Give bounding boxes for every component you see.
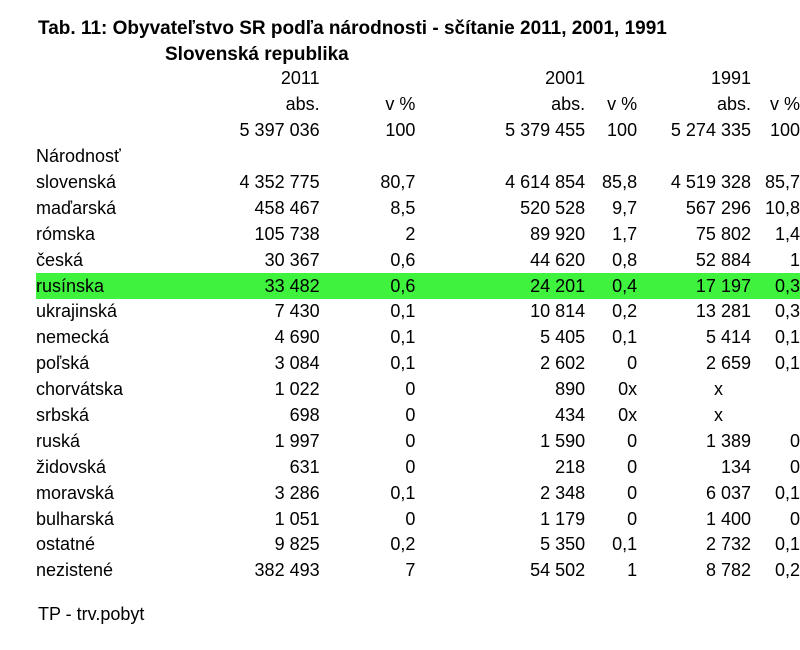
pct-2001: 1	[627, 560, 638, 581]
abs-2001: 5 350	[540, 534, 586, 555]
unit-header-row	[36, 92, 800, 118]
table-row	[36, 299, 800, 325]
table-row	[36, 428, 800, 454]
abs-2001: 5 405	[540, 327, 586, 348]
pct-2011: 0	[405, 508, 416, 529]
pct-2001: 0,4	[585, 273, 637, 299]
pct-2011: 0,6	[390, 249, 416, 270]
total-abs-2011: 5 397 036	[239, 120, 320, 141]
table-row	[36, 170, 800, 196]
abs-1991: 75 802	[695, 223, 751, 244]
abs-1991: 4 519 328	[670, 172, 751, 192]
nationality-name: srbská	[36, 405, 90, 426]
pct-1991: 0,1	[774, 327, 800, 348]
nationality-name: rusínska	[36, 273, 176, 299]
nationality-name: maďarská	[36, 197, 117, 218]
abs-2001: 520 528	[520, 197, 586, 218]
total-pct-1991: 100	[769, 120, 800, 141]
abs-2011: 382 493	[254, 560, 320, 581]
nationality-name: bulharská	[36, 508, 115, 529]
abs-1991: 52 884	[695, 249, 751, 270]
pct-header-2011: v %	[385, 94, 416, 115]
abs-2011: 7 430	[274, 301, 320, 322]
value-1991-merged: x	[714, 379, 724, 400]
abs-2011: 698	[289, 405, 320, 426]
table-row	[36, 480, 800, 506]
nationality-name: ukrajinská	[36, 301, 118, 322]
pct-1991: 0	[789, 508, 800, 529]
pct-1991: 0,1	[774, 534, 800, 555]
abs-2011: 4 690	[274, 327, 320, 348]
year-1991: 1991	[710, 68, 751, 89]
pct-1991: 1,4	[774, 223, 800, 244]
abs-header-2011: abs.	[285, 94, 320, 115]
table-row	[36, 532, 800, 558]
abs-2001: 89 920	[530, 223, 586, 244]
table-row	[36, 247, 800, 273]
pct-1991: 0,2	[774, 560, 800, 581]
nationality-name: česká	[36, 249, 84, 270]
nationality-name: rómska	[36, 223, 96, 244]
section-label-row	[36, 144, 800, 170]
abs-2001: 2 602	[540, 353, 586, 374]
pct-2011: 0,1	[390, 301, 416, 322]
abs-2001: 10 814	[530, 301, 586, 322]
pct-2011: 0	[405, 379, 416, 400]
total-abs-1991: 5 274 335	[670, 120, 751, 141]
pct-2011: 7	[405, 560, 416, 581]
abs-2001: 218	[555, 456, 586, 477]
table-row	[36, 454, 800, 480]
abs-2011: 1 997	[274, 430, 320, 451]
pct-2001: 85,8	[602, 172, 638, 192]
abs-2011: 1 051	[274, 508, 320, 529]
pct-2011: 8,5	[390, 197, 416, 218]
abs-2001: 24 201	[415, 273, 585, 299]
table-row	[36, 403, 800, 429]
pct-1991: 10,8	[764, 197, 800, 218]
pct-1991: 0	[789, 430, 800, 451]
abs-2011: 4 352 775	[239, 172, 320, 192]
table-row	[36, 377, 800, 403]
pct-1991: 1	[789, 249, 800, 270]
abs-2011: 33 482	[176, 273, 320, 299]
pct-1991: 0,1	[774, 353, 800, 374]
pct-2001: 9,7	[612, 197, 638, 218]
pct-2011: 0	[405, 456, 416, 477]
abs-2001: 54 502	[530, 560, 586, 581]
abs-2001: 890	[555, 379, 586, 400]
pct-header-2001: v %	[607, 94, 638, 115]
abs-1991: 2 732	[705, 534, 751, 555]
pct-header-1991: v %	[769, 94, 800, 115]
nationality-name: chorvátska	[36, 379, 124, 400]
table-title: Tab. 11: Obyvateľstvo SR podľa národnosti - sčítanie 2011, 2001, 1991	[38, 18, 667, 39]
pct-2011: 80,7	[380, 172, 416, 192]
abs-2011: 458 467	[254, 197, 320, 218]
year-header-row	[36, 66, 800, 92]
pct-1991: 0	[789, 456, 800, 477]
abs-header-1991: abs.	[716, 94, 751, 115]
abs-1991: 1 400	[705, 508, 751, 529]
footnote: TP - trv.pobyt	[38, 604, 145, 624]
pct-2001: 0x	[618, 405, 638, 426]
pct-1991: 85,7	[764, 172, 800, 192]
pct-2011: 0,6	[320, 273, 416, 299]
pct-1991: 0,1	[774, 482, 800, 503]
abs-2001: 1 590	[540, 430, 586, 451]
pct-2011: 0	[405, 430, 416, 451]
nationality-name: ruská	[36, 430, 81, 451]
region-subtitle: Slovenská republika	[165, 44, 349, 65]
abs-1991: 134	[720, 456, 751, 477]
pct-2011: 0,1	[390, 482, 416, 503]
pct-2001: 0,1	[612, 534, 638, 555]
year-2011: 2011	[280, 68, 320, 89]
abs-2001: 434	[555, 405, 586, 426]
nationality-table	[36, 66, 800, 584]
abs-1991: 17 197	[637, 273, 751, 299]
nationality-name: nemecká	[36, 327, 110, 348]
abs-2001: 2 348	[540, 482, 586, 503]
nationality-name: nezistené	[36, 560, 114, 581]
nationality-name: ostatné	[36, 534, 96, 555]
abs-1991: 5 414	[705, 327, 751, 348]
table-row	[36, 221, 800, 247]
pct-2001: 0,8	[612, 249, 638, 270]
pct-2011: 0,1	[390, 353, 416, 374]
table-row	[36, 195, 800, 221]
pct-2001: 1,7	[612, 223, 638, 244]
abs-2011: 9 825	[274, 534, 320, 555]
abs-2011: 3 084	[274, 353, 320, 374]
table-row	[36, 506, 800, 532]
nationality-name: poľská	[36, 353, 90, 374]
nationality-name: moravská	[36, 482, 115, 503]
section-label: Národnosť	[36, 146, 121, 167]
nationality-rows	[36, 170, 800, 584]
pct-2001: 0,2	[612, 301, 638, 322]
table-row	[36, 325, 800, 351]
abs-1991: 13 281	[695, 301, 751, 322]
total-abs-2001: 5 379 455	[505, 120, 586, 141]
pct-2001: 0	[627, 482, 638, 503]
abs-2011: 3 286	[274, 482, 320, 503]
table-row	[36, 558, 800, 584]
abs-2011: 30 367	[264, 249, 320, 270]
pct-2001: 0,1	[612, 327, 638, 348]
pct-1991: 0,3	[774, 301, 800, 322]
abs-2011: 631	[289, 456, 320, 477]
total-pct-2011: 100	[385, 120, 416, 141]
total-pct-2001: 100	[607, 120, 638, 141]
nationality-name: židovská	[36, 456, 107, 477]
abs-1991: 2 659	[705, 353, 751, 374]
table-row	[36, 351, 800, 377]
abs-2001: 4 614 854	[505, 172, 586, 192]
pct-2011: 0	[405, 405, 416, 426]
pct-2001: 0	[627, 456, 638, 477]
pct-2011: 0,1	[390, 327, 416, 348]
table-row	[36, 273, 800, 299]
pct-2001: 0	[627, 508, 638, 529]
abs-1991: 1 389	[705, 430, 751, 451]
abs-2011: 105 738	[254, 223, 320, 244]
abs-2011: 1 022	[274, 379, 320, 400]
abs-1991: 6 037	[705, 482, 751, 503]
nationality-name: slovenská	[36, 172, 117, 192]
pct-2001: 0x	[618, 379, 638, 400]
abs-2001: 1 179	[540, 508, 586, 529]
pct-2001: 0	[627, 353, 638, 374]
pct-1991: 0,3	[751, 273, 800, 299]
abs-1991: 567 296	[685, 197, 751, 218]
pct-2001: 0	[627, 430, 638, 451]
abs-1991: 8 782	[705, 560, 751, 581]
abs-header-2001: abs.	[551, 94, 586, 115]
value-1991-merged: x	[714, 405, 724, 426]
pct-2011: 0,2	[390, 534, 416, 555]
pct-2011: 2	[405, 223, 416, 244]
totals-row	[36, 118, 800, 144]
year-2001: 2001	[545, 68, 586, 89]
abs-2001: 44 620	[530, 249, 586, 270]
